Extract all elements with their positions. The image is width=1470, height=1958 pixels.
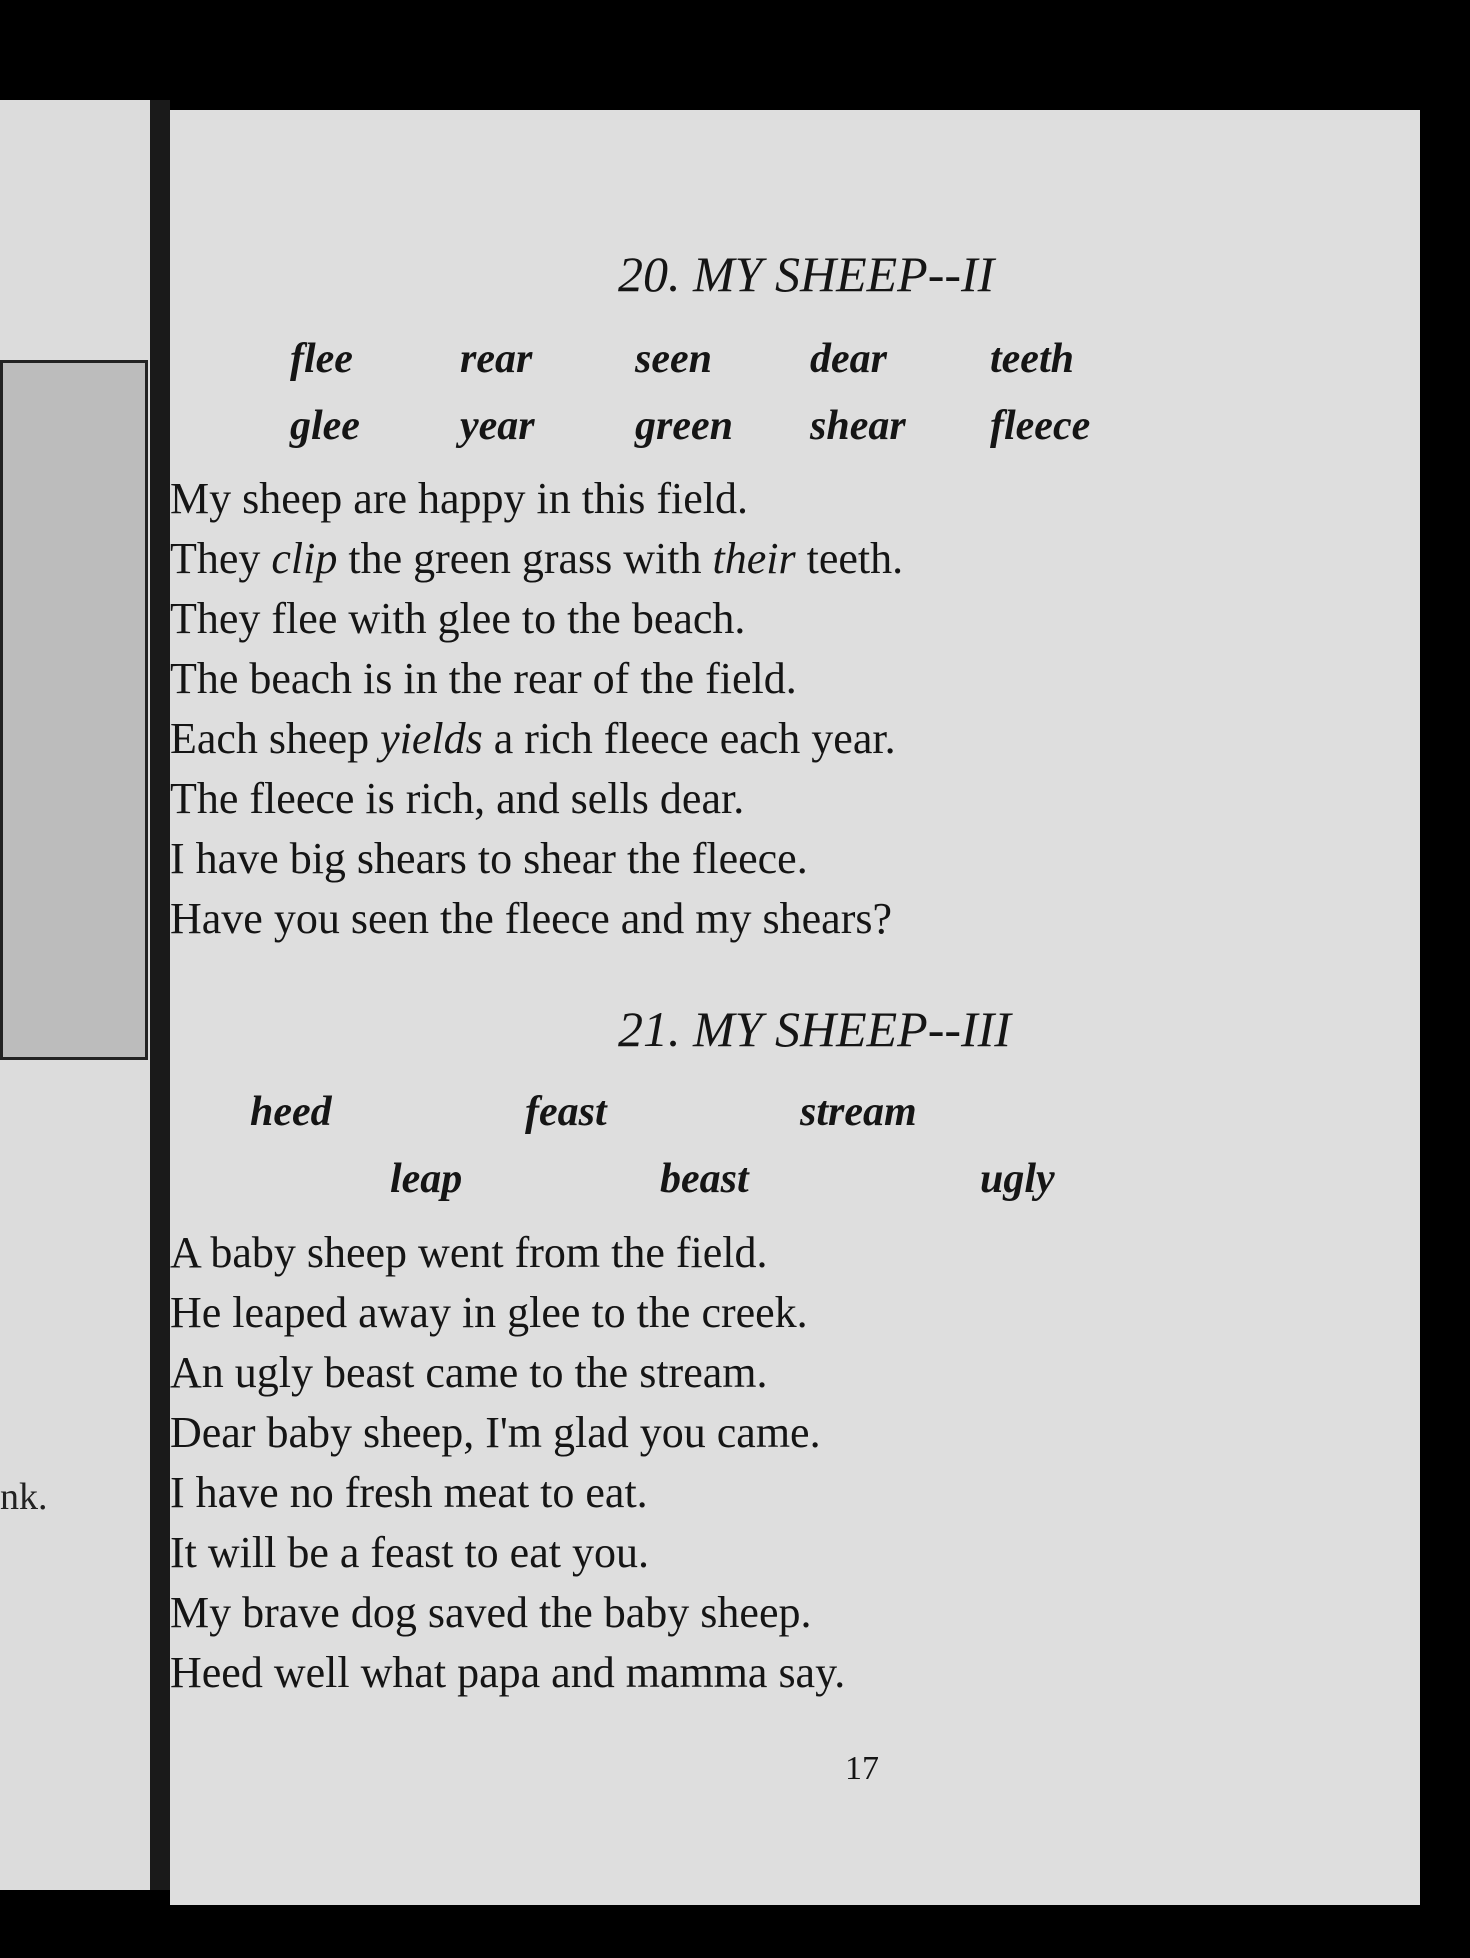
vocab-word: year: [460, 403, 535, 449]
vocab-word: flee: [290, 336, 353, 382]
lesson-21-title: 21. MY SHEEP--III: [618, 1001, 1011, 1057]
lesson-20-line: The beach is in the rear of the field.: [170, 654, 797, 703]
page-number: 17: [845, 1750, 879, 1787]
lesson-21-line: A baby sheep went from the field.: [170, 1228, 768, 1277]
left-page-fragment: nk.: [0, 1476, 48, 1518]
lesson-21-line: He leaped away in glee to the creek.: [170, 1288, 808, 1337]
vocab-word: glee: [290, 403, 360, 449]
vocab-word: green: [635, 403, 733, 449]
vocab-word: leap: [390, 1156, 463, 1202]
lesson-21-line: Dear baby sheep, I'm glad you came.: [170, 1408, 821, 1457]
vocab-word: seen: [635, 336, 712, 382]
lesson-21-line: I have no fresh meat to eat.: [170, 1468, 648, 1517]
right-page: [170, 110, 1420, 1905]
lesson-20-line: I have big shears to shear the fleece.: [170, 834, 808, 883]
vocab-word: ugly: [980, 1156, 1055, 1202]
vocab-word: fleece: [990, 403, 1091, 449]
lesson-20-line: They flee with glee to the beach.: [170, 594, 746, 643]
vocab-word: dear: [810, 336, 887, 382]
forest-illustration: [0, 360, 148, 1060]
vocab-word: shear: [810, 403, 906, 449]
lesson-20-line: Each sheep yields a rich fleece each year.: [170, 714, 896, 763]
book-spine: [150, 100, 170, 1890]
lesson-21-line: Heed well what papa and mamma say.: [170, 1648, 846, 1697]
vocab-word: stream: [800, 1089, 917, 1135]
lesson-20-line: They clip the green grass with their teeth.: [170, 534, 904, 583]
vocab-word: heed: [250, 1089, 332, 1135]
lesson-20-line: Have you seen the fleece and my shears?: [170, 894, 893, 943]
lesson-20-title: 20. MY SHEEP--II: [618, 246, 995, 302]
lesson-20-line: My sheep are happy in this field.: [170, 474, 748, 523]
vocab-word: teeth: [990, 336, 1074, 382]
lesson-20-line: The fleece is rich, and sells dear.: [170, 774, 745, 823]
vocab-word: feast: [525, 1089, 607, 1135]
left-page: [0, 100, 150, 1890]
vocab-word: rear: [460, 336, 533, 382]
lesson-21-line: It will be a feast to eat you.: [170, 1528, 649, 1577]
lesson-21-line: An ugly beast came to the stream.: [170, 1348, 768, 1397]
lesson-21-line: My brave dog saved the baby sheep.: [170, 1588, 812, 1637]
vocab-word: beast: [660, 1156, 749, 1202]
